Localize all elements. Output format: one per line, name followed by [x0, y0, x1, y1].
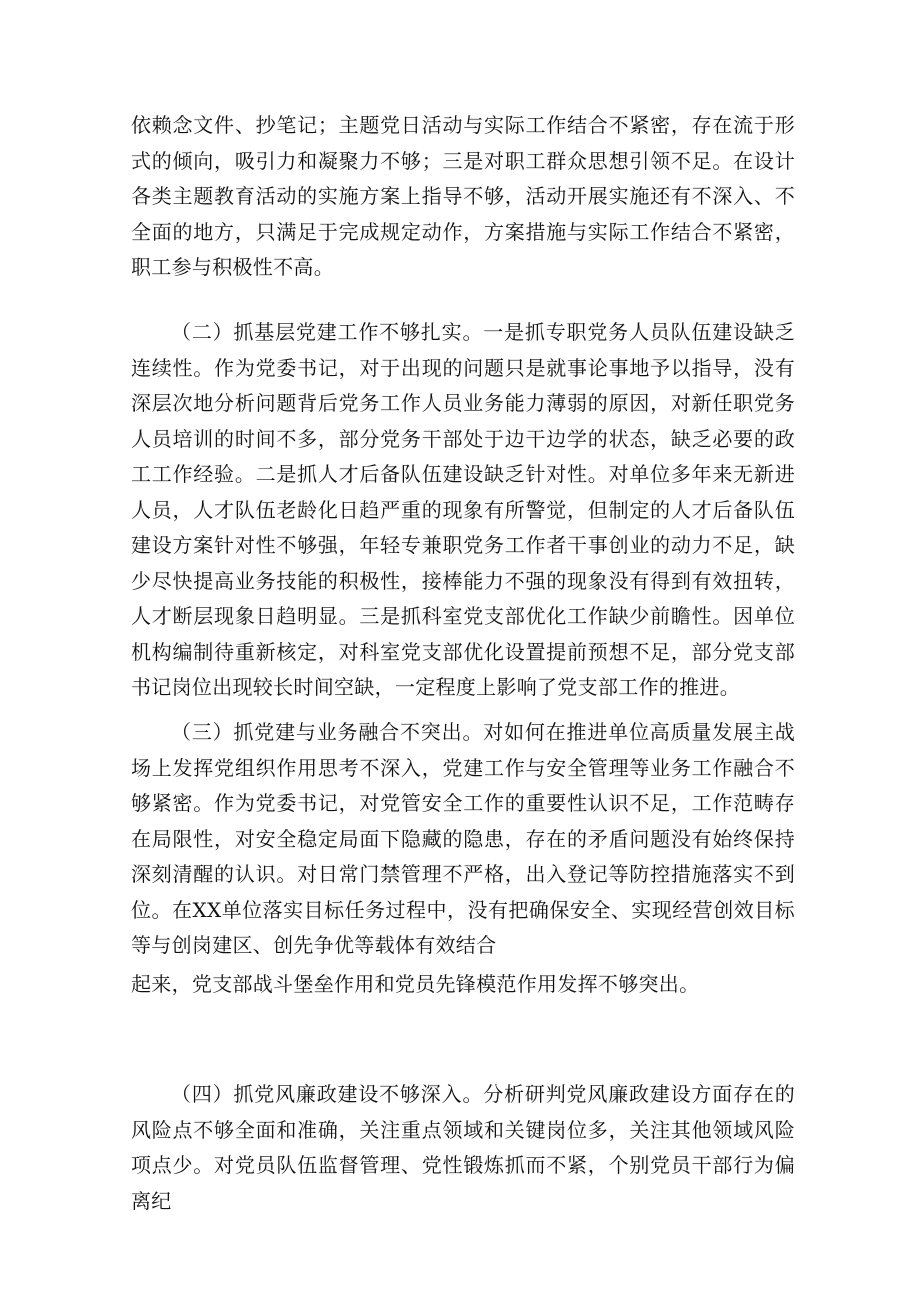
paragraph-continuation-thematic-activities: 依赖念文件、抄笔记；主题党日活动与实际工作结合不紧密，存在流于形式的倾向，吸引力和凝聚力不够；三是对职工群众思想引领不足。在设计各类主题教育活动的实施方案上指导不够，活动开展实施还有不深入、不全面的地方，只满足于完成规定动作，方案措施与实际工作结合不紧密，职工参与积极性不高。: [131, 113, 795, 279]
paragraph-continuation-section-3: 起来，党支部战斗堡垒作用和党员先锋模范作用发挥不够突出。: [131, 972, 700, 996]
paragraph-section-3-party-business-integration: （三）抓党建与业务融合不突出。对如何在推进单位高质量发展主战场上发挥党组织作用思考不深入，党建工作与安全管理等业务工作融合不够紧密。作为党委书记，对党管安全工作的重要性认识不足，工作范畴存在局限性，对安全稳定局面下隐藏的隐患，存在的矛盾问题没有始终保持深刻清醒的认识。对日常门禁管理不严格，出入登记等防控措施落实不到位。在XX单位落实目标任务过程中，没有把确保安全、实现经营创效目标等与创岗建区、创先争优等载体有效结合: [131, 720, 795, 957]
paragraph-section-2-grassroots-party-building: （二）抓基层党建工作不够扎实。一是抓专职党务人员队伍建设缺乏连续性。作为党委书记，对于出现的问题只是就事论事地予以指导，没有深层次地分析问题背后党务工作人员业务能力薄弱的原因，对新任职党务人员培训的时间不多，部分党务干部处于边干边学的状态，缺乏必要的政工工作经验。二是抓人才后备队伍建设缺乏针对性。对单位多年来无新进人员，人才队伍老龄化日趋严重的现象有所警觉，但制定的人才后备队伍建设方案针对性不够强，年轻专兼职党务工作者干事创业的动力不足，缺少尽快提高业务技能的积极性，接棒能力不强的现象没有得到有效扭转，人才断层现象日趋明显。三是抓科室党支部优化工作缺少前瞻性。因单位机构编制待重新核定，对科室党支部优化设置提前预想不足，部分党支部书记岗位出现较长时间空缺，一定程度上影响了党支部工作的推进。: [131, 320, 795, 699]
paragraph-section-4-integrity-building: （四）抓党风廉政建设不够深入。分析研判党风廉政建设方面存在的风险点不够全面和准确，关注重点领域和关键岗位多，关注其他领域风险项点少。对党员队伍监督管理、党性锻炼抓而不紧，个别党员干部行为偏离纪: [131, 1082, 795, 1213]
